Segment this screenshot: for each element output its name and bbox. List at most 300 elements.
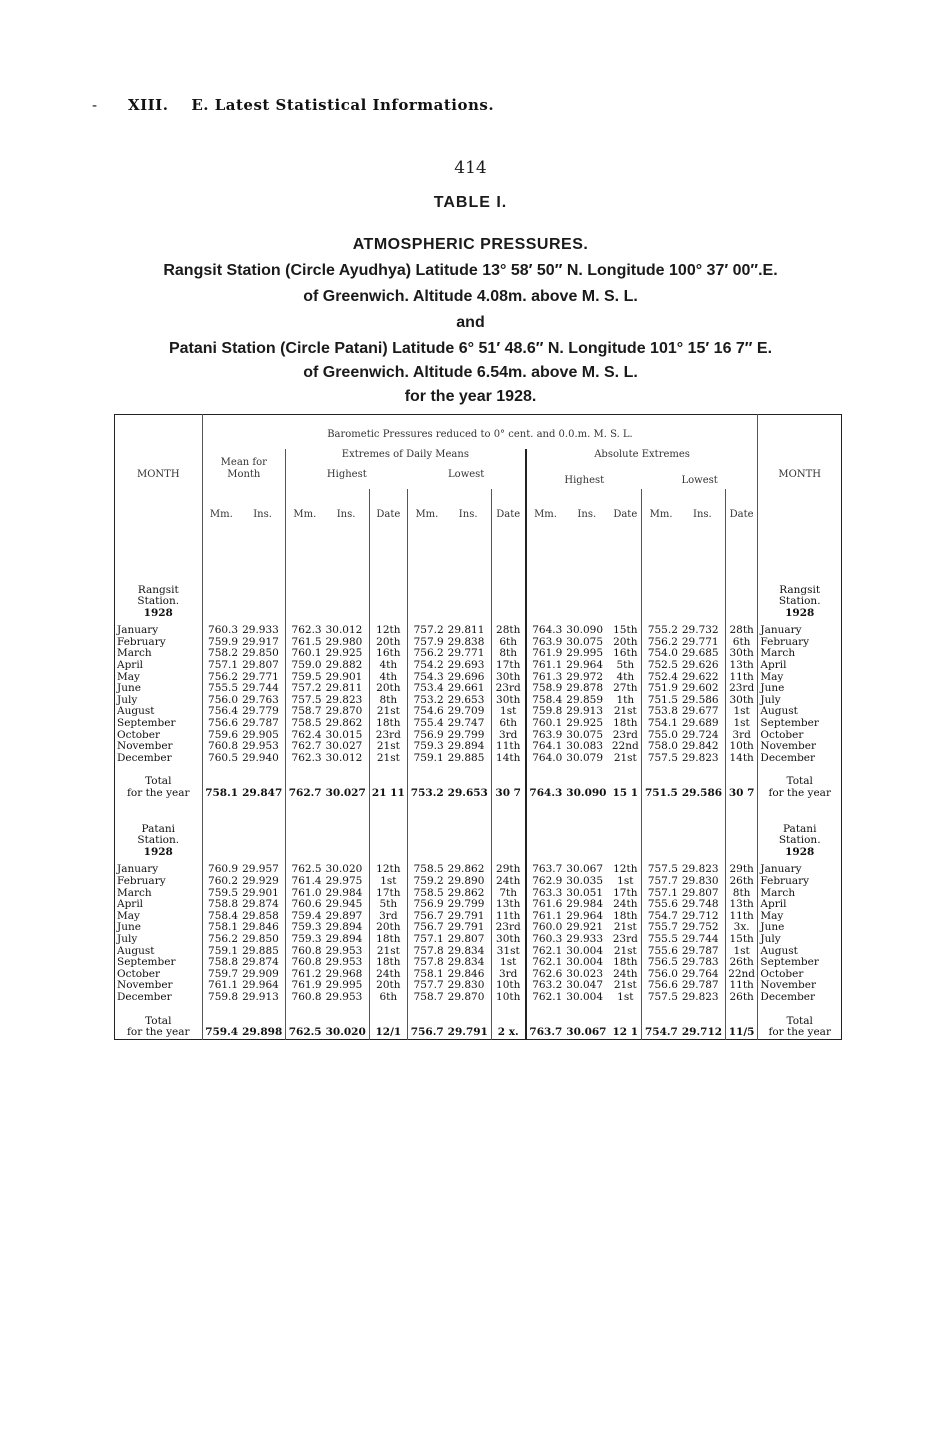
total-cell: 762.7 <box>286 788 324 800</box>
data-cell: 29.823 <box>681 990 719 1003</box>
data-cell: 29.744 <box>681 932 719 945</box>
empty-cell <box>609 847 642 865</box>
month-label: July <box>115 695 203 707</box>
empty-cell <box>446 824 491 836</box>
data-cell: 756.6 <box>208 717 239 730</box>
data-cell: 29.878 <box>566 682 604 695</box>
empty-cell <box>446 847 491 865</box>
data-cell: 1st <box>725 718 758 730</box>
total-cell: 30.020 <box>325 1026 366 1039</box>
data-cell: 29.953 <box>325 956 363 969</box>
empty-cell <box>408 824 446 836</box>
data-cell: 3rd <box>369 911 408 923</box>
total-label: for the year <box>758 1027 842 1039</box>
data-cell: 29.811 <box>325 682 363 695</box>
data-cell: 762.3 <box>286 625 324 637</box>
empty-cell <box>609 585 642 597</box>
data-cell: 29.968 <box>325 967 363 980</box>
data-cell: 29.732 <box>681 624 719 637</box>
month-label: November <box>758 980 842 992</box>
table-row <box>115 992 842 1004</box>
total-row <box>115 1027 842 1039</box>
col-date: Date <box>491 489 526 527</box>
empty-cell <box>369 608 408 626</box>
month-label: February <box>115 876 203 888</box>
data-cell: 759.8 <box>526 706 565 718</box>
month-header-right: MONTH <box>758 469 842 489</box>
abs-lowest-header: Lowest <box>681 474 718 486</box>
empty-cell <box>286 608 324 626</box>
daily-lowest-header: Lowest <box>448 468 485 480</box>
data-cell: 751.9 <box>642 683 680 695</box>
data-cell: 29.787 <box>681 944 719 957</box>
data-cell: 756.2 <box>208 932 239 945</box>
data-cell: 29.964 <box>566 659 604 672</box>
data-cell: 29.995 <box>325 979 363 992</box>
data-cell: 756.5 <box>642 957 680 969</box>
total-cell: 758.1 <box>205 787 239 799</box>
and-text: and <box>456 314 485 331</box>
total-label: for the year <box>758 788 842 800</box>
data-cell: 5th <box>369 899 408 911</box>
data-cell: 17th <box>369 888 408 900</box>
data-cell: 756.4 <box>208 705 239 718</box>
data-cell: 753.8 <box>642 706 680 718</box>
total-cell: 2 x. <box>491 1027 526 1039</box>
total-cell: 30.090 <box>566 787 607 799</box>
empty-cell <box>725 847 758 865</box>
data-cell: 21st <box>613 921 637 934</box>
data-cell: 30.075 <box>566 635 604 648</box>
empty-cell <box>446 835 491 847</box>
data-cell: 18th <box>613 717 638 730</box>
data-cell: 759.5 <box>286 672 324 684</box>
data-cell: 29.885 <box>242 944 279 957</box>
empty-cell <box>408 596 446 608</box>
data-cell: 12th <box>369 625 408 637</box>
data-cell: 23rd <box>369 730 408 742</box>
absolute-extremes-header: Absolute Extremes <box>526 449 758 469</box>
total-cell: 12 1 <box>612 1026 639 1039</box>
data-cell: 29.894 <box>325 921 363 934</box>
data-cell: 21st <box>613 705 637 718</box>
data-cell: 753.2 <box>408 695 446 707</box>
station-name: Patani <box>758 824 842 836</box>
data-cell: 20th <box>369 637 408 649</box>
data-cell: 761.1 <box>526 660 565 672</box>
data-cell: 757.5 <box>642 864 680 876</box>
data-cell: 754.1 <box>642 718 680 730</box>
empty-cell <box>240 596 285 608</box>
data-cell: 29.696 <box>447 670 485 683</box>
empty-cell <box>369 847 408 865</box>
month-label: August <box>758 706 842 718</box>
data-cell: 12th <box>613 863 638 876</box>
total-cell: 12/1 <box>369 1027 408 1039</box>
data-cell: 30th <box>491 672 526 684</box>
month-label: June <box>115 922 203 934</box>
data-cell: 30.075 <box>566 728 604 741</box>
data-cell: 762.1 <box>526 946 565 958</box>
data-cell: 29.748 <box>681 898 719 911</box>
data-cell: 26th <box>725 957 758 969</box>
data-cell: 24th <box>613 898 638 911</box>
total-cell: 29.847 <box>242 787 283 799</box>
empty-cell <box>240 824 285 836</box>
data-cell: 754.0 <box>642 648 680 660</box>
empty-cell <box>642 585 680 597</box>
extremes-daily-header: Extremes of Daily Means <box>286 449 526 469</box>
month-label: November <box>115 741 203 753</box>
data-cell: 30.004 <box>566 944 604 957</box>
data-cell: 30.051 <box>566 886 604 899</box>
data-cell: 757.5 <box>286 695 324 707</box>
data-cell: 763.9 <box>526 730 565 742</box>
total-cell: 756.7 <box>408 1027 446 1039</box>
data-cell: 759.3 <box>286 934 324 946</box>
table-title: ATMOSPHERIC PRESSURES. <box>352 236 589 253</box>
data-cell: 758.1 <box>208 921 239 934</box>
month-label: February <box>758 637 842 649</box>
month-label: January <box>758 625 842 637</box>
data-cell: 30.027 <box>325 740 363 753</box>
empty-cell <box>286 596 324 608</box>
month-label: December <box>758 753 842 765</box>
data-cell: 16th <box>369 648 408 660</box>
data-cell: 29.862 <box>325 717 363 730</box>
data-cell: 756.2 <box>408 648 446 660</box>
data-cell: 29.925 <box>566 717 604 730</box>
data-cell: 762.3 <box>286 753 324 765</box>
empty-cell <box>369 835 408 847</box>
data-cell: 758.2 <box>208 647 239 660</box>
col-ins: Ins. <box>577 508 597 520</box>
data-cell: 29.984 <box>566 898 604 911</box>
data-cell: 754.3 <box>408 672 446 684</box>
col-mm: Mm. <box>526 489 565 527</box>
data-cell: 760.2 <box>208 874 239 887</box>
empty-cell <box>446 596 491 608</box>
total-cell: 29.898 <box>242 1026 283 1039</box>
data-cell: 15th <box>725 934 758 946</box>
data-cell: 4th <box>616 670 635 683</box>
month-label: November <box>758 741 842 753</box>
month-label: October <box>115 969 203 981</box>
page-number: 414 <box>454 158 487 178</box>
data-cell: 758.0 <box>642 741 680 753</box>
data-cell: 11th <box>725 911 758 923</box>
empty-cell <box>642 847 680 865</box>
empty-cell <box>324 608 369 626</box>
data-cell: 752.4 <box>642 672 680 684</box>
data-cell: 29.771 <box>242 670 279 683</box>
data-cell: 21st <box>369 706 408 718</box>
empty-cell <box>564 847 609 865</box>
station-name: Patani <box>115 824 203 836</box>
data-cell: 761.6 <box>526 899 565 911</box>
data-cell: 13th <box>725 660 758 672</box>
station-name: Station. <box>115 835 203 847</box>
data-cell: 29.823 <box>681 863 719 876</box>
data-cell: 756.0 <box>642 969 680 981</box>
data-cell: 29.929 <box>242 874 279 887</box>
data-cell: 30th <box>725 648 758 660</box>
data-cell: 30.023 <box>566 967 604 980</box>
col-ins: Ins. <box>693 508 712 520</box>
data-cell: 30.035 <box>566 874 604 887</box>
data-cell: 20th <box>369 922 408 934</box>
empty-cell <box>202 847 240 865</box>
empty-cell <box>642 596 680 608</box>
empty-cell <box>324 835 369 847</box>
data-cell: 20th <box>369 980 408 992</box>
data-cell: 29.917 <box>242 635 279 648</box>
empty-cell <box>324 824 369 836</box>
patani-altitude: of Greenwich. Altitude 6.54m. above M. S. L. <box>303 364 638 381</box>
data-cell: 29.945 <box>325 898 363 911</box>
month-label: October <box>758 730 842 742</box>
daily-highest-header: Highest <box>286 469 408 489</box>
data-cell: 758.8 <box>208 956 239 969</box>
empty-cell <box>526 596 565 608</box>
data-cell: 29.874 <box>242 898 279 911</box>
empty-cell <box>369 585 408 597</box>
data-cell: 757.8 <box>408 946 446 958</box>
data-cell: 762.1 <box>526 957 565 969</box>
data-cell: 24th <box>491 876 526 888</box>
data-cell: 29.791 <box>447 909 485 922</box>
data-cell: 759.2 <box>408 876 446 888</box>
data-cell: 763.7 <box>526 864 565 876</box>
empty-cell <box>564 608 609 626</box>
data-cell: 29.953 <box>242 740 279 753</box>
total-label: for the year <box>115 788 203 800</box>
total-cell: 11/5 <box>725 1027 758 1039</box>
empty-cell <box>680 847 725 865</box>
total-label: Total <box>115 776 203 788</box>
data-cell: 755.5 <box>208 682 239 695</box>
station-year: 1928 <box>758 847 842 865</box>
empty-cell <box>491 824 526 836</box>
data-cell: 23rd <box>612 932 638 945</box>
data-cell: 756.7 <box>408 922 446 934</box>
data-cell: 758.8 <box>208 898 239 911</box>
data-cell: 29.709 <box>447 705 485 718</box>
total-cell: 29.712 <box>681 1026 723 1039</box>
data-cell: 760.1 <box>526 718 565 730</box>
empty-cell <box>609 835 642 847</box>
data-cell: 760.3 <box>526 934 565 946</box>
total-cell: 30.067 <box>566 1026 607 1039</box>
empty-cell <box>725 835 758 847</box>
data-cell: 757.2 <box>408 625 446 637</box>
data-cell: 29th <box>725 864 758 876</box>
empty-cell <box>324 596 369 608</box>
data-cell: 29.858 <box>242 909 279 922</box>
total-cell: 751.5 <box>642 788 680 800</box>
data-cell: 20th <box>613 635 638 648</box>
data-cell: 29.901 <box>242 886 279 899</box>
data-cell: 29.834 <box>447 956 485 969</box>
data-cell: 762.6 <box>526 969 565 981</box>
data-cell: 759.7 <box>208 967 239 980</box>
empty-cell <box>609 608 642 626</box>
data-cell: 759.1 <box>208 944 239 957</box>
data-cell: 29.953 <box>325 990 363 1003</box>
data-cell: 758.5 <box>408 864 446 876</box>
total-label: Total <box>115 1016 203 1028</box>
month-label: January <box>758 864 842 876</box>
data-cell: 5th <box>616 659 635 672</box>
data-cell: 29th <box>491 864 526 876</box>
data-cell: 29.897 <box>325 909 363 922</box>
month-label: May <box>758 911 842 923</box>
empty-cell <box>369 596 408 608</box>
data-cell: 29.771 <box>447 647 485 660</box>
super-header: Barometic Pressures reduced to 0° cent. and 0.0.m. M. S. L. <box>327 429 633 440</box>
data-cell: 29.882 <box>325 659 363 672</box>
data-cell: 760.1 <box>286 648 324 660</box>
total-cell: 29.653 <box>447 787 488 799</box>
empty-cell <box>725 824 758 836</box>
data-cell: 12th <box>369 864 408 876</box>
empty-cell <box>369 824 408 836</box>
data-cell: 29.685 <box>681 647 719 660</box>
empty-cell <box>286 835 324 847</box>
data-cell: 29.602 <box>681 682 719 695</box>
station-year: 1928 <box>115 847 203 865</box>
month-label: June <box>115 683 203 695</box>
data-cell: 11th <box>491 741 526 753</box>
total-cell: 30 7 <box>725 788 758 800</box>
data-cell: 29.921 <box>566 921 604 934</box>
data-cell: 756.2 <box>208 670 239 683</box>
data-cell: 30th <box>491 934 526 946</box>
empty-cell <box>286 585 324 597</box>
data-cell: 756.9 <box>408 899 446 911</box>
data-cell: 1st <box>491 706 526 718</box>
total-cell: 762.5 <box>286 1027 324 1039</box>
total-cell: 30 7 <box>491 788 526 800</box>
data-cell: 24th <box>369 969 408 981</box>
data-cell: 29.846 <box>447 967 485 980</box>
data-cell: 29.885 <box>447 751 485 764</box>
data-cell: 26th <box>725 992 758 1004</box>
table-row <box>115 718 842 730</box>
table-row <box>115 934 842 946</box>
data-cell: 758.9 <box>526 683 565 695</box>
data-cell: 20th <box>369 683 408 695</box>
data-cell: 759.6 <box>208 728 239 741</box>
data-cell: 29.830 <box>681 874 719 887</box>
col-mm: Mm. <box>209 508 233 520</box>
data-cell: 763.2 <box>526 980 565 992</box>
month-label: July <box>115 934 203 946</box>
data-cell: 759.9 <box>208 635 239 648</box>
data-cell: 30th <box>491 695 526 707</box>
data-cell: 3rd <box>491 730 526 742</box>
data-cell: 756.9 <box>408 730 446 742</box>
data-cell: 761.0 <box>286 888 324 900</box>
data-cell: 757.1 <box>208 659 239 672</box>
data-cell: 29.909 <box>242 967 279 980</box>
data-cell: 755.7 <box>642 922 680 934</box>
empty-cell <box>408 608 446 626</box>
col-mm: Mm. <box>408 489 446 527</box>
data-cell: 29.980 <box>325 635 363 648</box>
data-cell: 755.6 <box>642 899 680 911</box>
month-label: April <box>758 899 842 911</box>
data-cell: 759.5 <box>208 886 239 899</box>
data-cell: 758.4 <box>208 909 239 922</box>
data-cell: 760.8 <box>208 740 239 753</box>
data-cell: 4th <box>369 672 408 684</box>
total-label: Total <box>758 776 842 788</box>
data-cell: 29.975 <box>325 874 363 887</box>
data-cell: 755.0 <box>642 730 680 742</box>
data-cell: 29.661 <box>447 682 485 695</box>
empty-cell <box>564 824 609 836</box>
data-cell: 757.7 <box>408 980 446 992</box>
data-cell: 758.5 <box>408 888 446 900</box>
data-cell: 754.6 <box>408 706 446 718</box>
data-cell: 760.5 <box>208 751 239 764</box>
data-cell: 756.2 <box>642 637 680 649</box>
table-row <box>115 660 842 672</box>
data-cell: 759.8 <box>208 990 239 1003</box>
data-cell: 757.2 <box>286 683 324 695</box>
month-label: July <box>758 934 842 946</box>
data-cell: 757.8 <box>408 957 446 969</box>
month-label: September <box>758 718 842 730</box>
empty-cell <box>491 596 526 608</box>
month-label: January <box>115 864 203 876</box>
data-cell: 21st <box>613 944 637 957</box>
data-cell: 17th <box>491 660 526 672</box>
data-cell: 758.4 <box>526 695 565 707</box>
data-cell: 29.693 <box>447 659 485 672</box>
month-label: May <box>115 672 203 684</box>
data-cell: 764.1 <box>526 741 565 753</box>
empty-cell <box>609 596 642 608</box>
month-label: March <box>758 648 842 660</box>
data-cell: 29.622 <box>681 670 719 683</box>
data-cell: 758.5 <box>286 718 324 730</box>
data-cell: 762.9 <box>526 876 565 888</box>
month-header-left: MONTH <box>115 469 203 489</box>
month-label: September <box>115 957 203 969</box>
data-cell: 760.6 <box>286 899 324 911</box>
data-cell: 761.9 <box>286 980 324 992</box>
data-cell: 29.850 <box>242 932 279 945</box>
col-mm: Mm. <box>286 489 324 527</box>
empty-cell <box>491 847 526 865</box>
data-cell: 29.850 <box>242 647 279 660</box>
data-cell: 21st <box>369 753 408 765</box>
data-cell: 11th <box>725 980 758 992</box>
data-cell: 762.7 <box>286 741 324 753</box>
empty-cell <box>324 585 369 597</box>
col-date: Date <box>613 508 638 520</box>
table-row <box>115 899 842 911</box>
data-cell: 29.811 <box>447 624 485 637</box>
data-cell: 760.0 <box>526 922 565 934</box>
empty-cell <box>725 608 758 626</box>
empty-cell <box>680 835 725 847</box>
empty-cell <box>240 608 285 626</box>
data-cell: 755.6 <box>642 946 680 958</box>
col-ins: Ins. <box>458 508 478 520</box>
